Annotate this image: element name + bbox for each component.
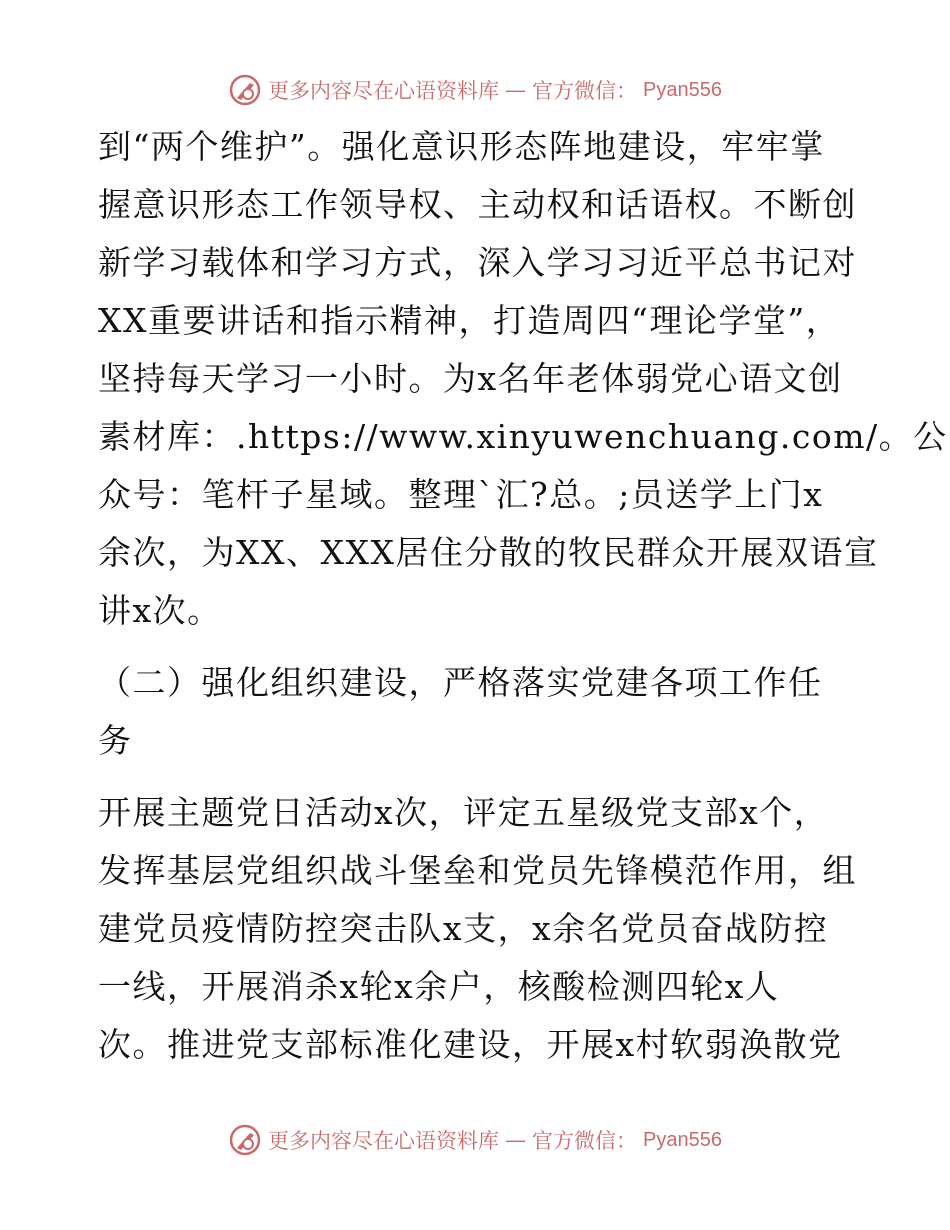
text-line: 坚持每天学习一小时。为x名年老体弱党心语文创: [98, 359, 843, 398]
watermark-wechat-account: Pyan556: [643, 78, 722, 101]
text-line: 素材库：.https://www.xinyuwenchuang.com/。公: [98, 417, 948, 456]
watermark-text: 更多内容尽在心语资料库: [268, 79, 500, 103]
watermark-wechat-label: 官方微信：: [532, 79, 638, 103]
text-line: 众号：笔杆子星域。整理`汇?总。;员送学上门x: [98, 475, 824, 514]
text-line: 开展主题党日活动x次，评定五星级党支部x个，: [98, 793, 829, 832]
paragraph: [98, 118, 948, 640]
footer-watermark: [0, 1123, 950, 1157]
watermark-separator: —: [505, 78, 527, 102]
watermark-separator: —: [505, 1128, 527, 1152]
text-line: 余次，为XX、XXX居住分散的牧民群众开展双语宣: [98, 533, 879, 572]
heading-line: （二）强化组织建设，严格落实党建各项工作任: [98, 663, 823, 702]
quill-logo-icon: [228, 73, 262, 107]
section-heading: [98, 654, 858, 770]
text-line: 建党员疫情防控突击队x支，x余名党员奋战防控: [98, 909, 829, 948]
text-line: 新学习载体和学习方式，深入学习习近平总书记对: [98, 243, 857, 282]
quill-logo-icon: [228, 1123, 262, 1157]
text-line: 发挥基层党组织战斗堡垒和党员先锋模范作用，组: [98, 851, 857, 890]
text-line: XX重要讲话和指示精神，打造周四“理论学堂”，: [98, 301, 841, 340]
text-line: 到“两个维护”。强化意识形态阵地建设，牢牢掌: [98, 127, 825, 166]
paragraph: [98, 784, 858, 1074]
text-line: 次。推进党支部标准化建设，开展x村软弱涣散党: [98, 1025, 843, 1064]
watermark-wechat-account: Pyan556: [643, 1128, 722, 1151]
text-line: 一线，开展消杀x轮x余户，核酸检测四轮x人: [98, 967, 780, 1006]
text-line: 握意识形态工作领导权、主动权和话语权。不断创: [98, 185, 857, 224]
text-line: 讲x次。: [98, 591, 222, 630]
watermark-wechat-label: 官方微信：: [532, 1129, 638, 1153]
document-body: [98, 118, 948, 1074]
heading-line: 务: [98, 721, 133, 760]
watermark-text: 更多内容尽在心语资料库: [268, 1129, 500, 1153]
header-watermark: [0, 73, 950, 107]
